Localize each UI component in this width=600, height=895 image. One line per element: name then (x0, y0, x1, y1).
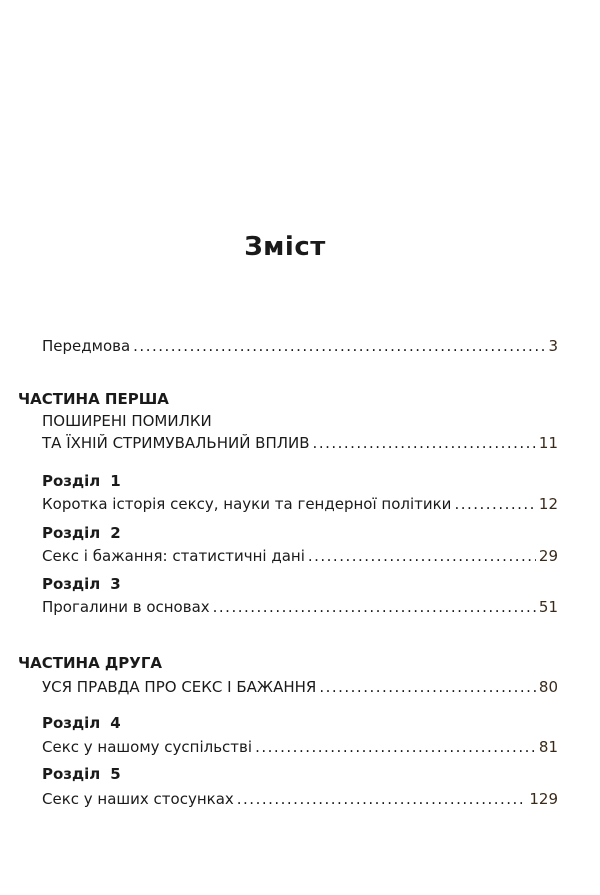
toc-entry-part-1[interactable] (42, 433, 558, 453)
chapter-heading (42, 713, 121, 733)
chapter-heading (42, 764, 121, 784)
entry-title: Передмова (42, 337, 131, 355)
chapter-heading (42, 574, 121, 594)
page-number: 12 (538, 495, 558, 513)
page-title: Зміст (244, 232, 326, 262)
dot-leader (454, 494, 535, 514)
chapter-label: Розділ (42, 765, 101, 783)
toc-entry-chapter-4[interactable] (42, 737, 558, 757)
chapter-number: 3 (110, 575, 121, 593)
chapter-number: 4 (110, 714, 121, 732)
page-number: 81 (538, 738, 558, 756)
part-subtitle: ПОШИРЕНІ ПОМИЛКИ (42, 412, 212, 430)
entry-title: Коротка історія сексу, науки та гендерної політики (42, 495, 452, 513)
part-heading: ЧАСТИНА ДРУГА (18, 654, 162, 672)
page-number: 129 (529, 790, 558, 808)
chapter-label: Розділ (42, 524, 101, 542)
entry-title: Секс у нашому суспільстві (42, 738, 253, 756)
dot-leader (255, 737, 536, 757)
entry-title: Секс у наших стосунках (42, 790, 234, 808)
entry-title: Секс і бажання: статистичні дані (42, 547, 305, 565)
page-number: 51 (538, 598, 558, 616)
chapter-label: Розділ (42, 714, 101, 732)
dot-leader (308, 546, 536, 566)
entry-title: УСЯ ПРАВДА ПРО СЕКС І БАЖАННЯ (42, 678, 317, 696)
page-number: 3 (548, 337, 558, 355)
toc-entry-chapter-2[interactable] (42, 546, 558, 566)
chapter-heading (42, 471, 121, 491)
chapter-number: 5 (110, 765, 121, 783)
dot-leader (313, 433, 536, 453)
entry-title: ТА ЇХНІЙ СТРИМУВАЛЬНИЙ ВПЛИВ (42, 434, 310, 452)
chapter-label: Розділ (42, 472, 101, 490)
toc-entry-preface[interactable] (42, 336, 558, 356)
toc-entry-chapter-5[interactable] (42, 789, 558, 809)
toc-entry-chapter-1[interactable] (42, 494, 558, 514)
toc-entry-chapter-3[interactable] (42, 597, 558, 617)
chapter-label: Розділ (42, 575, 101, 593)
page-number: 11 (538, 434, 558, 452)
entry-title: Прогалини в основах (42, 598, 210, 616)
chapter-number: 2 (110, 524, 121, 542)
chapter-heading (42, 523, 121, 543)
page-number: 29 (538, 547, 558, 565)
dot-leader (133, 336, 545, 356)
dot-leader (213, 597, 536, 617)
chapter-number: 1 (110, 472, 121, 490)
dot-leader (237, 789, 527, 809)
toc-entry-part-2[interactable] (42, 677, 558, 697)
part-heading: ЧАСТИНА ПЕРША (18, 390, 169, 408)
dot-leader (319, 677, 536, 697)
page-number: 80 (538, 678, 558, 696)
